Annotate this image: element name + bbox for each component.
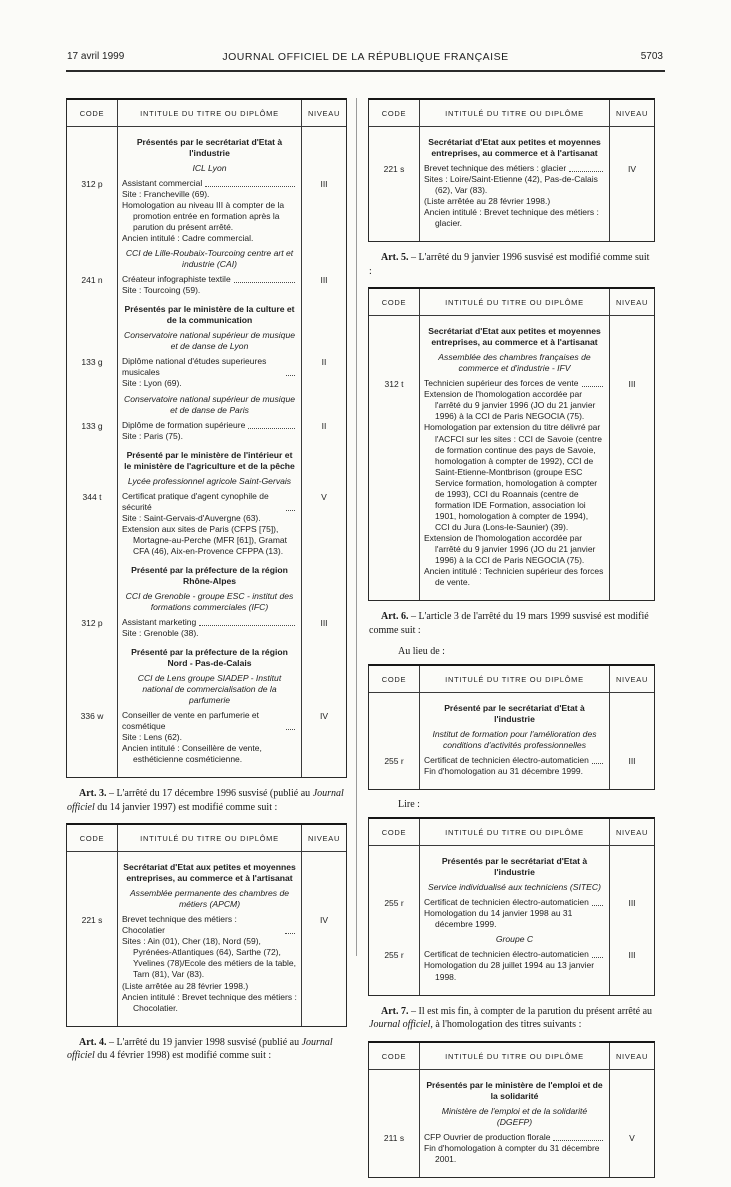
dot-leader: [569, 171, 603, 172]
diploma-row: [67, 617, 346, 639]
vertical-rule: [609, 1070, 610, 1177]
section-subheading: Groupe C: [495, 934, 534, 945]
level-cell: III: [320, 617, 328, 628]
col-header-level: NIVEAU: [307, 834, 341, 844]
diploma-title: Assistant marketing: [122, 616, 197, 627]
col-header-title: INTITULÉ DU TITRE OU DIPLÔME: [419, 819, 610, 845]
detail-line: Fin d'homologation au 31 décembre 1999.: [424, 766, 583, 777]
section-heading: Secrétariat d'Etat aux petites et moyennes entreprises, au commerce et à l'artisanat: [428, 326, 601, 348]
section-heading: Présenté par la préfecture de la région Nord - Pas-de-Calais: [131, 646, 288, 668]
au-lieu-de-label: Au lieu de :: [398, 646, 445, 658]
detail-line: Ancien intitulé : Brevet technique des métiers : Chocolatier.: [122, 991, 297, 1013]
level-cell: V: [629, 1132, 635, 1143]
level-cell: III: [628, 379, 636, 390]
col-header-level: NIVEAU: [615, 828, 649, 838]
detail-line: Homologation au niveau III à compter de la promotion entrée en formation après la parution du présent arrêté.: [122, 200, 285, 233]
col-header-title: INTITULÉ DU TITRE OU DIPLÔME: [419, 1043, 610, 1069]
detail-line: Ancien intitulé : Brevet technique des métiers : glacier.: [424, 207, 599, 229]
detail-line: Extension de l'homologation accordée par l'arrêté du 9 janvier 1996 (JO du 21 janvier 1996) à la CCI de Paris NEGOCIA (75).: [424, 532, 596, 566]
section-subheading: CCI de Lens groupe SIADEP - Institut national de commercialisation de la parfumerie: [137, 672, 282, 705]
table-emploi: [368, 1041, 655, 1178]
col-header-title: INTITULE DU TITRE OU DIPLÔME: [117, 100, 302, 126]
level-cell: III: [628, 950, 636, 961]
article-4: Art. 4. – L'arrêté du 19 janvier 1998 susvisé (publié au Journal officiel du 4 février 1998) est modifié comme suit :: [67, 1036, 333, 1062]
col-header-code: CODE: [381, 109, 407, 118]
table-body: [67, 127, 346, 777]
col-header-level: NIVEAU: [615, 1051, 649, 1061]
diploma-title: Certificat pratique d'agent cynophile de sécurité: [122, 490, 269, 512]
table-glacier: [368, 98, 655, 242]
level-cell: III: [628, 756, 636, 767]
code-cell: 344 t: [82, 491, 102, 502]
vertical-rule: [301, 127, 302, 777]
section-heading: Présentés par le secrétariat d'Etat à l'industrie: [441, 856, 588, 878]
article-label: Art. 3.: [79, 788, 107, 800]
table-industrie: [66, 98, 347, 778]
table-art3: [66, 823, 347, 1026]
col-header-code: CODE: [79, 834, 105, 844]
vertical-rule: [419, 693, 420, 789]
header-rule: [66, 70, 665, 72]
section-subheading: Conservatoire national supérieur de musique et de danse de Lyon: [123, 330, 296, 352]
table-body: [369, 127, 654, 241]
diploma-row: [369, 755, 654, 777]
vertical-rule: [117, 127, 118, 777]
col-header-code: CODE: [79, 109, 105, 118]
detail-line: Homologation du 28 juillet 1994 au 13 janvier 1998.: [424, 960, 595, 982]
detail-line: Ancien intitulé : Technicien supérieur des forces de vente.: [424, 566, 604, 588]
dot-leader: [248, 428, 295, 429]
diploma-title: Créateur infographiste textile: [122, 274, 231, 285]
detail-line: Site : Lyon (69).: [122, 378, 182, 389]
dot-leader: [234, 282, 295, 283]
diploma-title: Certificat de technicien électro-automaticien: [424, 755, 589, 766]
journal-title: JOURNAL OFFICIEL DE LA RÉPUBLIQUE FRANÇAISE: [222, 51, 509, 63]
section-subheading: Conservatoire national supérieur de musique et de danse de Paris: [123, 393, 296, 415]
detail-line: Extension de l'homologation accordée par l'arrêté du 9 janvier 1996 (JO du 21 janvier 1996) à la CCI de Paris NEGOCIA (75).: [424, 389, 596, 422]
col-header-level: NIVEAU: [615, 109, 649, 118]
code-cell: 312 p: [81, 617, 103, 628]
table-header-row: [369, 100, 654, 127]
diploma-row: [67, 491, 346, 557]
diploma-row: [67, 420, 346, 442]
diploma-title: Certificat de technicien électro-automaticien: [424, 949, 589, 960]
table-au-lieu-de: [368, 664, 655, 790]
vertical-rule: [419, 316, 420, 600]
section-subheading: Assemblée permanente des chambres de métiers (APCM): [129, 888, 290, 910]
diploma-title: Conseiller de vente en parfumerie et cosmétique: [122, 709, 260, 732]
code-cell: 133 g: [81, 420, 103, 431]
diploma-row: [369, 163, 654, 229]
dot-leader: [582, 386, 603, 387]
dot-leader: [199, 625, 295, 626]
detail-line: Site : Francheville (69).: [122, 189, 210, 200]
code-cell: 255 r: [384, 950, 404, 961]
col-header-level: NIVEAU: [615, 675, 649, 685]
col-header-title: INTITULÉ DU TITRE OU DIPLÔME: [419, 666, 610, 692]
col-header-code: CODE: [381, 675, 407, 685]
detail-line: Ancien intitulé : Conseillère de vente, esthéticienne cosméticienne.: [122, 743, 262, 765]
level-cell: V: [321, 491, 327, 502]
code-cell: 221 s: [81, 915, 103, 926]
section-subheading: Ministère de l'emploi et de la solidarité (DGEFP): [441, 1105, 588, 1127]
table-header-row: [67, 100, 346, 127]
article-5: Art. 5. – L'arrêté du 9 janvier 1996 susvisé est modifié comme suit :: [369, 252, 650, 277]
dot-leader: [286, 375, 295, 376]
detail-line: Sites : Loire/Saint-Etienne (42), Pas-de-Calais (62), Var (83).: [424, 174, 598, 196]
diploma-title: Brevet technique des métiers : Chocolatier: [122, 914, 237, 936]
detail-line: (Liste arrêtée au 28 février 1998.): [424, 196, 551, 207]
code-cell: 221 s: [383, 164, 405, 174]
diploma-row: [369, 378, 654, 588]
table-body: [369, 1070, 654, 1177]
diploma-title: Technicien supérieur des forces de vente: [424, 378, 579, 389]
dot-leader: [592, 905, 603, 906]
col-header-title: INTITULÉ DU TITRE OU DIPLÔME: [117, 825, 302, 851]
vertical-rule: [419, 1070, 420, 1177]
section-heading: Présenté par la préfecture de la région Rhône-Alpes: [131, 564, 288, 586]
level-cell: IV: [319, 710, 329, 721]
table-header-row: [369, 666, 654, 693]
vertical-rule: [419, 127, 420, 241]
section-heading: Présentés par le secrétariat d'Etat à l'industrie: [136, 137, 283, 158]
section-subheading: CCI de Grenoble - groupe ESC - institut des formations commerciales (IFC): [125, 590, 294, 612]
vertical-rule: [301, 852, 302, 1025]
section-heading: Secrétariat d'Etat aux petites et moyennes entreprises, au commerce et à l'artisanat: [428, 137, 601, 158]
vertical-rule: [609, 127, 610, 241]
diploma-row: [369, 897, 654, 930]
table-header-row: [369, 1043, 654, 1070]
vertical-rule: [419, 846, 420, 994]
detail-line: Sites : Ain (01), Cher (18), Nord (59), Pyrénées-Atlantiques (64), Sarthe (72), Yvelines (78)/Ecole des métiers de la table, Tarn (81), Var (83).: [122, 936, 297, 980]
dot-leader: [592, 957, 603, 958]
dot-leader: [285, 933, 295, 934]
detail-line: Homologation par extension du titre délivré par l'ACFCI sur les sites : CCI de Savoie (centre de formation continue des pays de Savoie, homologation à compter de 1992), CCI de Saint-Etienne-Montbrison (groupe ESC Service formation, homologation à compter de 1993), CCI du Roannais (centre de formation IDE Formation, association loi 1901, homologation à compter de 1994), CCI du Jura (Lons-le-Saunier) (39).: [424, 422, 602, 532]
section-subheading: Assemblée des chambres françaises de commerce et d'industrie - IFV: [438, 352, 591, 374]
table-header-row: [369, 289, 654, 316]
code-cell: 255 r: [384, 898, 404, 909]
col-header-code: CODE: [381, 828, 407, 838]
vertical-rule: [609, 693, 610, 789]
code-cell: 211 s: [383, 1132, 405, 1143]
vertical-rule: [609, 846, 610, 994]
detail-line: Site : Lens (62).: [122, 732, 183, 743]
diploma-title: Certificat de technicien électro-automaticien: [424, 897, 589, 908]
dot-leader: [592, 763, 603, 764]
header-date: 17 avril 1999: [67, 51, 125, 62]
diploma-row: [369, 1132, 654, 1165]
section-heading: Présenté par le secrétariat d'Etat à l'industrie: [444, 703, 585, 725]
detail-line: Site : Grenoble (38).: [122, 627, 199, 638]
lire-label: Lire :: [398, 799, 420, 811]
diploma-title: Brevet technique des métiers : glacier: [424, 163, 567, 173]
level-cell: II: [321, 420, 327, 431]
section-heading: Présentés par le ministère de la culture et de la communication: [124, 304, 295, 326]
article-7: Art. 7. – Il est mis fin, à compter de la parution du présent arrêté au Journal officiel, à l'homologation des titres suivants :: [369, 1005, 653, 1031]
table-body: [369, 693, 654, 789]
article-label: Art. 5.: [381, 252, 409, 264]
page-number: 5703: [640, 51, 663, 62]
section-subheading: CCI de Lille-Roubaix-Tourcoing centre art et industrie (CAI): [125, 248, 294, 270]
article-label: Art. 7.: [381, 1005, 409, 1017]
detail-line: Site : Paris (75).: [122, 430, 183, 441]
diploma-title: Assistant commercial: [122, 178, 203, 188]
diploma-row: [67, 356, 346, 389]
section-subheading: Institut de formation pour l'amélioration des conditions d'activités professionnelles: [432, 729, 597, 751]
table-header-row: [369, 819, 654, 846]
level-cell: III: [320, 179, 328, 189]
vertical-rule: [117, 852, 118, 1025]
section-subheading: Lycée professionnel agricole Saint-Gervais: [127, 475, 292, 486]
diploma-row: [369, 949, 654, 982]
detail-line: Site : Tourcoing (59).: [122, 285, 201, 296]
diploma-title: CFP Ouvrier de production florale: [424, 1131, 551, 1142]
article-label: Art. 6.: [381, 611, 409, 623]
detail-line: Fin d'homologation à compter du 31 décembre 2001.: [424, 1142, 600, 1164]
diploma-row: [67, 710, 346, 765]
code-cell: 133 g: [81, 357, 103, 368]
col-header-level: NIVEAU: [615, 298, 649, 308]
diploma-title: Diplôme de formation supérieure: [122, 419, 246, 430]
level-cell: III: [320, 275, 328, 286]
level-cell: IV: [627, 164, 637, 174]
diploma-title: Diplôme national d'études superieures musicales: [122, 356, 267, 378]
table-lire: [368, 817, 655, 995]
section-heading: Secrétariat d'Etat aux petites et moyennes entreprises, au commerce et à l'artisanat: [123, 862, 296, 884]
col-header-title: INTITULÉ DU TITRE OU DIPLÔME: [419, 289, 610, 315]
left-column: [66, 98, 347, 1072]
detail-line: Site : Saint-Gervais-d'Auvergne (63).: [122, 512, 261, 523]
table-header-row: [67, 825, 346, 852]
vertical-rule: [609, 316, 610, 600]
diploma-row: [67, 274, 346, 296]
section-heading: Présentés par le ministère de l'emploi et de la solidarité: [426, 1079, 603, 1101]
section-subheading: Service individualisé aux techniciens (SITEC): [428, 882, 601, 893]
code-cell: 312 t: [384, 379, 404, 390]
article-6: Art. 6. – L'article 3 de l'arrêté du 19 mars 1999 susvisé est modifié comme suit :: [369, 611, 649, 636]
diploma-row: [67, 178, 346, 244]
code-cell: 241 n: [81, 275, 103, 286]
dot-leader: [286, 729, 295, 730]
table-forces-de-vente: [368, 287, 655, 601]
detail-line: (Liste arrêtée au 28 février 1998.): [122, 980, 249, 991]
right-column: [368, 98, 655, 1187]
dot-leader: [205, 186, 295, 187]
code-cell: 312 p: [81, 179, 103, 189]
code-cell: 336 w: [80, 710, 104, 721]
table-body: [67, 852, 346, 1025]
col-header-level: NIVEAU: [307, 109, 341, 118]
article-3: Art. 3. – L'arrêté du 17 décembre 1996 susvisé (publié au Journal officiel du 14 janvier 1997) est modifié comme suit :: [67, 788, 344, 813]
section-heading: Présenté par le ministère de l'intérieur et le ministère de l'agriculture et de la pêche: [124, 449, 295, 471]
level-cell: III: [628, 898, 636, 909]
detail-line: Extension aux sites de Paris (CFPS [75]), Mortagne-au-Perche (MFR [61]), Gramat CFA (46), Aix-en-Provence CFPPA (13).: [122, 523, 287, 556]
detail-line: Homologation du 14 janvier 1998 au 31 décembre 1999.: [424, 908, 573, 930]
col-header-title: INTITULÉ DU TITRE OU DIPLÔME: [419, 100, 610, 126]
level-cell: II: [321, 357, 327, 368]
code-cell: 255 r: [384, 756, 404, 767]
col-header-code: CODE: [381, 298, 407, 308]
table-body: [369, 316, 654, 600]
article-label: Art. 4.: [79, 1036, 107, 1048]
col-header-code: CODE: [381, 1051, 407, 1061]
section-subheading: ICL Lyon: [192, 163, 227, 173]
diploma-row: [67, 914, 346, 1013]
dot-leader: [553, 1140, 603, 1141]
detail-line: Ancien intitulé : Cadre commercial.: [122, 233, 254, 244]
table-body: [369, 846, 654, 994]
dot-leader: [286, 510, 295, 511]
level-cell: IV: [319, 915, 329, 926]
